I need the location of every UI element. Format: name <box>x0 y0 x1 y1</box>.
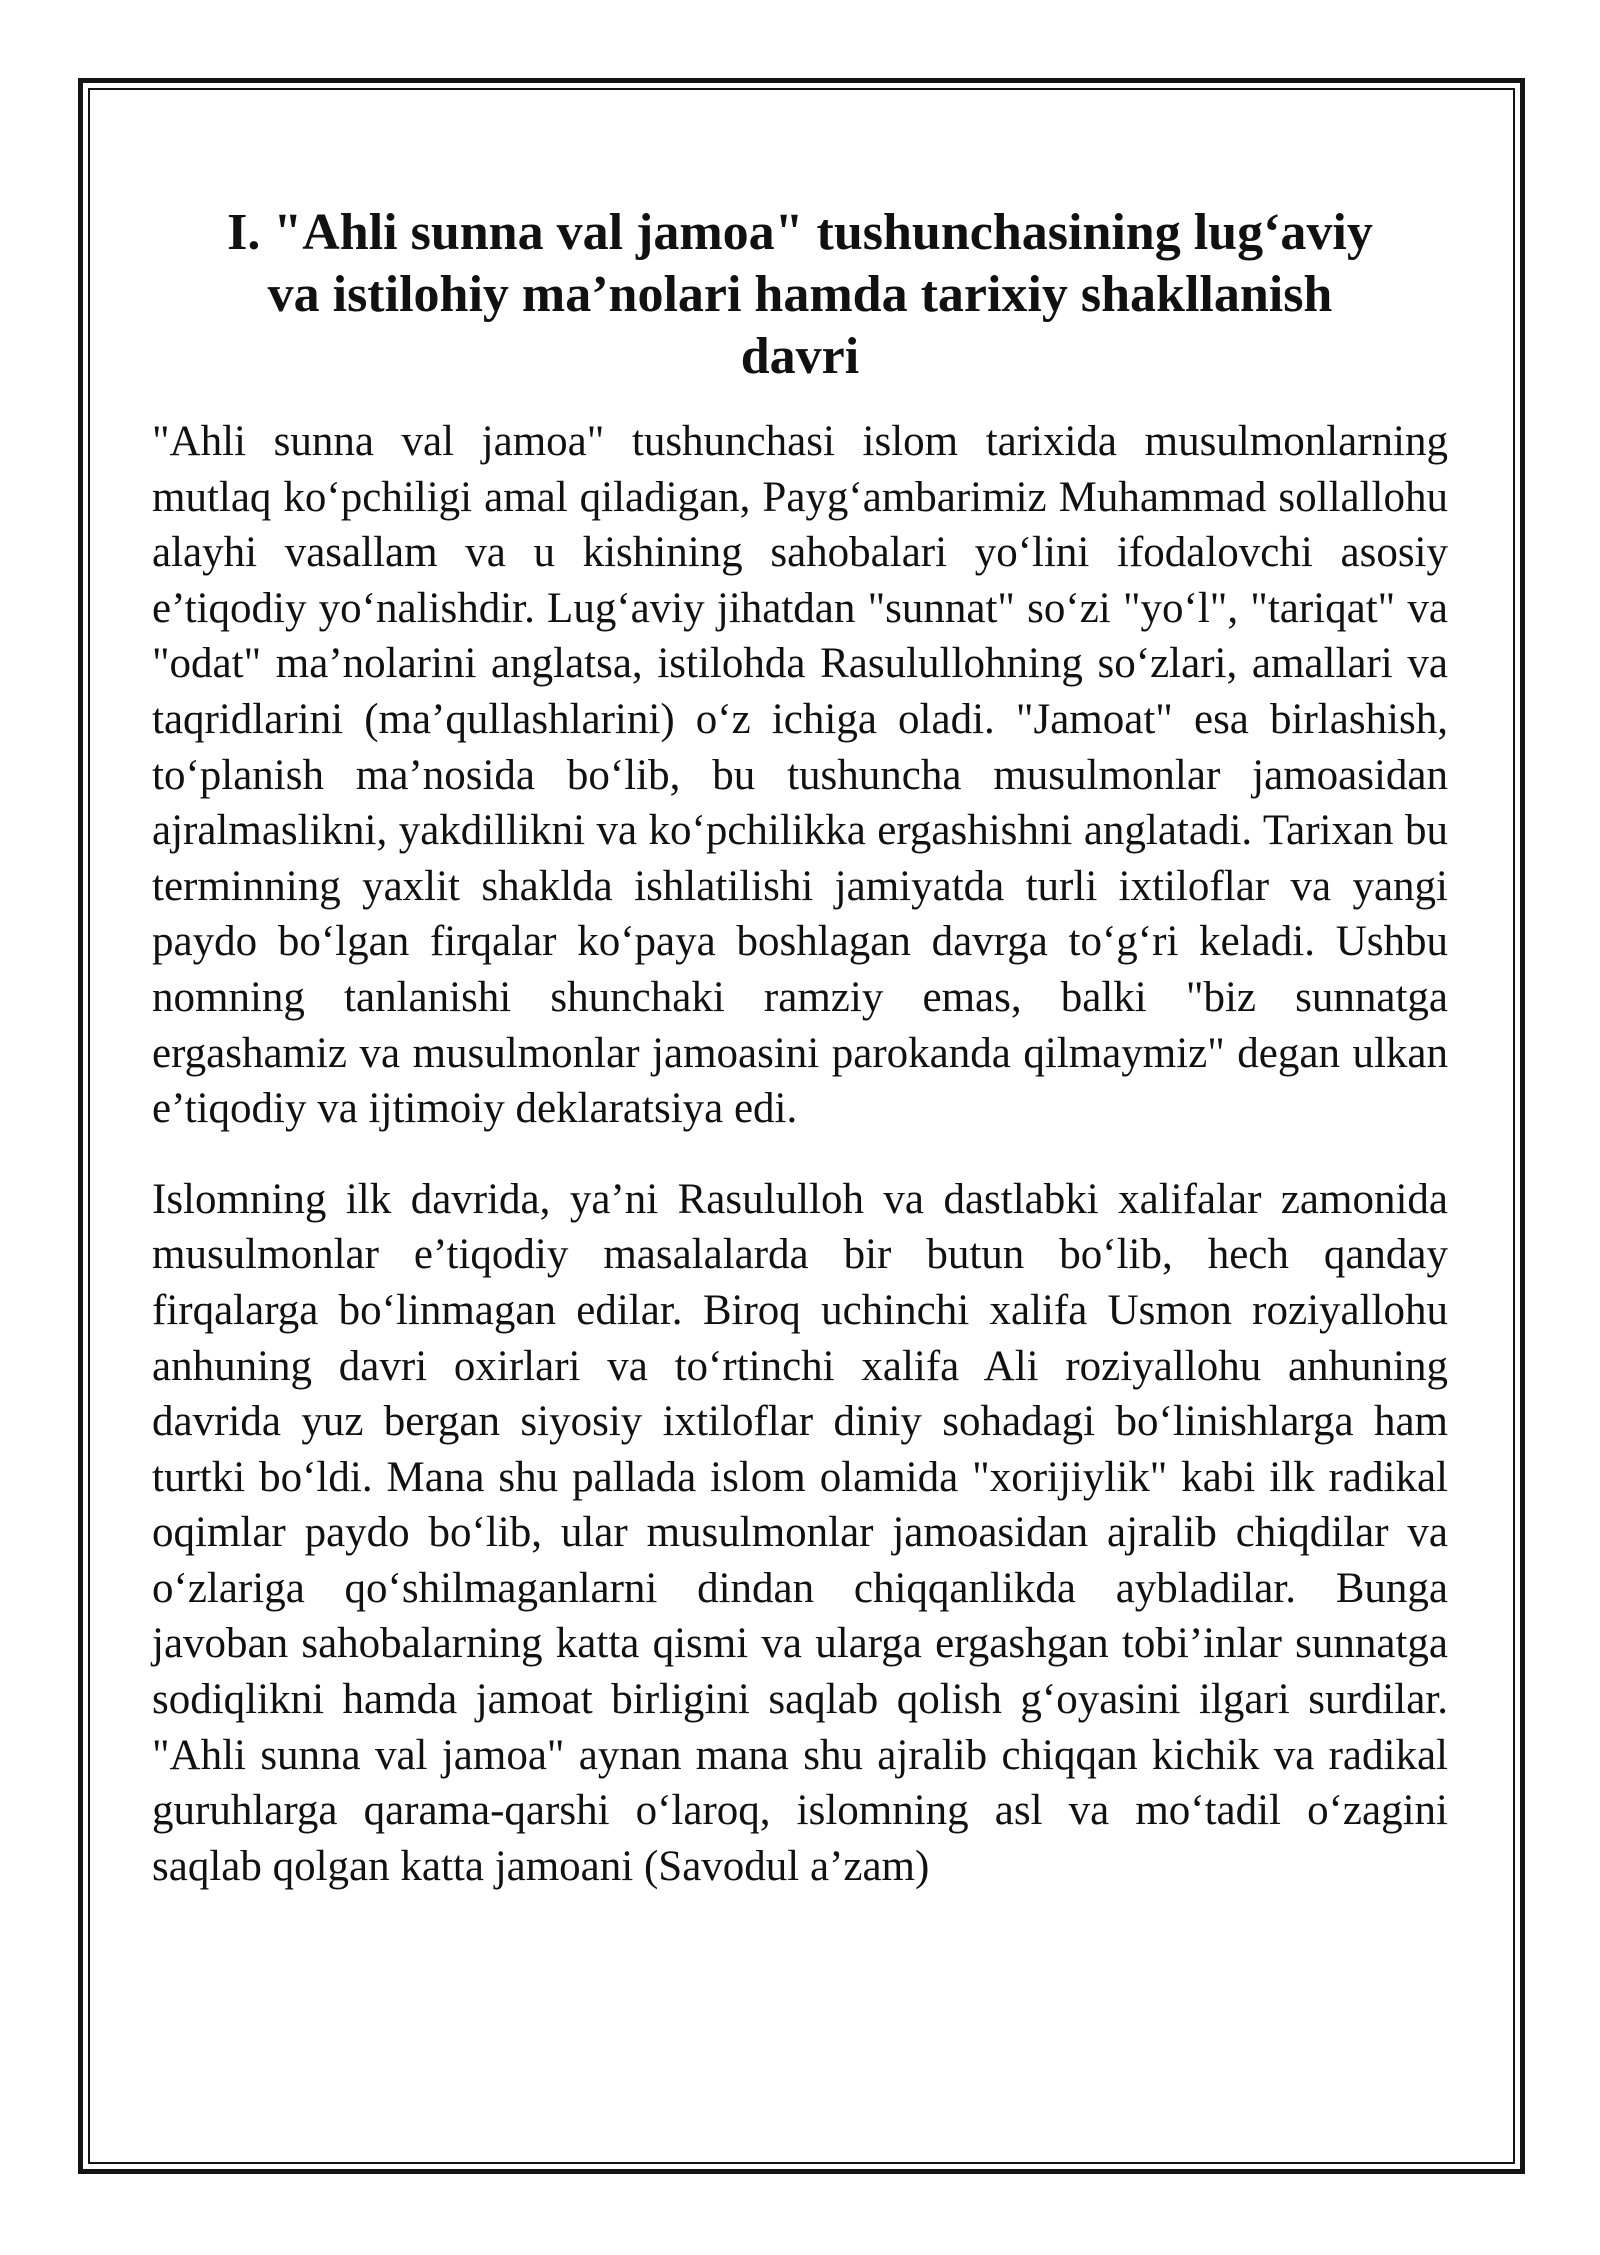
paragraph-2: Islomning ilk davrida, ya’ni Rasululloh va dastlabki xalifalar zamonida musulmonlar e’tiqodiy masalalarda bir butun bo‘lib, hech qanday firqalarga bo‘linmagan edilar. Biroq uchinchi xalifa Usmon roziyallohu anhuning davri oxirlari va to‘rtinchi xalifa Ali roziyallohu anhuning davrida yuz bergan siyosiy ixtiloflar diniy sohadagi bo‘linishlarga ham turtki bo‘ldi. Mana shu pallada islom olamida "xorijiylik" kabi ilk radikal oqimlar paydo bo‘lib, ular musulmonlar jamoasidan ajralib chiqdilar va o‘zlariga qo‘shilmaganlarni dindan chiqqanlikda aybladilar. Bunga javoban sahobalarning katta qismi va ularga ergashgan tobi’inlar sunnatga sodiqlikni hamda jamoat birligini saqlab qolish g‘oyasini ilgari surdilar. "Ahli sunna val jamoa" aynan mana shu ajralib chiqqan kichik va radikal guruhlarga qarama-qarshi o‘laroq, islomning asl va mo‘tadil o‘zagini saqlab qolgan katta jamoani (Savodul a’zam) <box>152 1175 1448 1890</box>
section-title: I. "Ahli sunna val jamoa" tushunchasining lug‘aviy va istilohiy ma’nolari hamda tarixiy shakllanish davri <box>227 204 1373 385</box>
paragraph-1: "Ahli sunna val jamoa" tushunchasi islom tarixida musulmonlarning mutlaq ko‘pchiligi amal qiladigan, Payg‘ambarimiz Muhammad sollallohu alayhi vasallam va u kishining sahobalari yo‘lini ifodalovchi asosiy e’tiqodiy yo‘nalishdir. Lug‘aviy jihatdan "sunnat" so‘zi "yo‘l", "tariqat" va "odat" ma’nolarini anglatsa, istilohda Rasulullohning so‘zlari, amallari va taqridlarini (ma’qullashlarini) o‘z ichiga oladi. "Jamoat" esa birlashish, to‘planish ma’nosida bo‘lib, bu tushuncha musulmonlar jamoasidan ajralmaslikni, yakdillikni va ko‘pchilikka ergashishni anglatadi. Tarixan bu terminning yaxlit shaklda ishlatilishi jamiyatda turli ixtiloflar va yangi paydo bo‘lgan firqalar ko‘paya boshlagan davrga to‘g‘ri keladi. Ushbu nomning tanlanishi shunchaki ramziy emas, balki "biz sunnatga ergashamiz va musulmonlar jamoasini parokanda qilmaymiz" degan ulkan e’tiqodiy va ijtimoiy deklaratsiya edi. <box>152 418 1448 1133</box>
document-body <box>152 202 1448 1894</box>
